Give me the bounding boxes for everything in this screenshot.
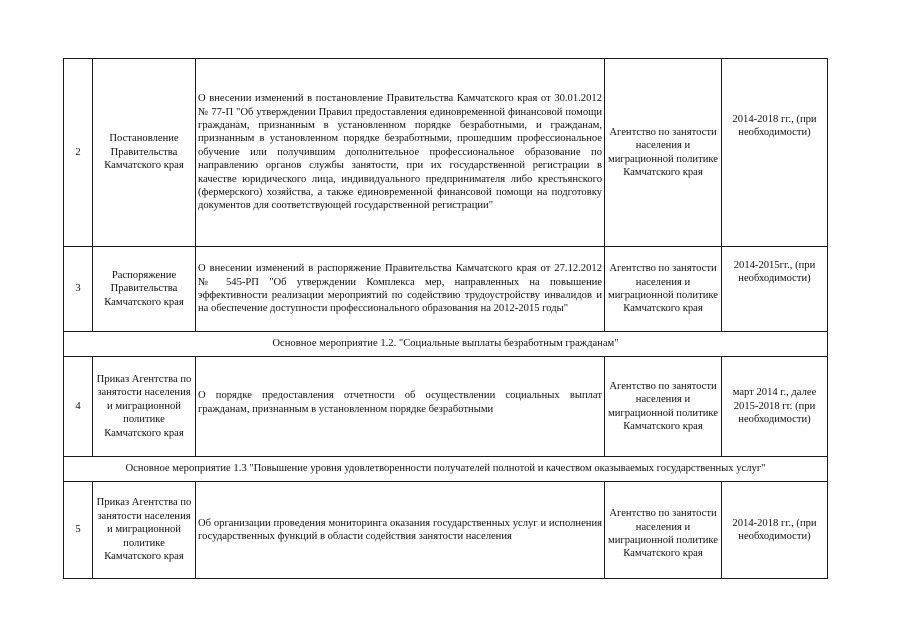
act-type: Распоряжение Правительства Камчатского края [93,247,196,332]
responsible-agency: Агентство по занятости населения и миграционной политике Камчатского края [605,357,722,457]
legal-acts-table [63,58,828,579]
act-type: Постановление Правительства Камчатского края [93,59,196,247]
implementation-term: 2014-2018 гг., (при необходимости) [722,482,828,579]
act-description-text: О порядке предоставления отчетности об осуществлении социальных выплат гражданам, признанным в установленном порядке безработными [198,390,602,415]
row-number: 2 [64,59,93,247]
responsible-agency-text: Агентство по занятости населения и миграционной политике Камчатского края [608,508,718,560]
row-number: 4 [64,357,93,457]
table-row [64,357,828,457]
act-description [196,357,605,457]
act-type: Приказ Агентства по занятости населения и миграционной политике Камчатского края [93,357,196,457]
act-type: Приказ Агентства по занятости населения и миграционной политике Камчатского края [93,482,196,579]
act-description: Об организации проведения мониторинга оказания государственных услуг и исполнения государственных функций в области содействия занятости населения [196,482,605,579]
section-heading: Основное мероприятие 1.2. "Социальные выплаты безработным гражданам" [64,332,828,357]
table-row [64,59,828,247]
table-row [64,247,828,332]
term-cell [722,59,828,247]
row-number: 3 [64,247,93,332]
section-heading: Основное мероприятие 1.3 "Повышение уровня удовлетворенности получателей полнотой и качеством оказываемых государственных услуг" [64,457,828,482]
row-number: 5 [64,482,93,579]
implementation-term: март 2014 г., далее 2015-2018 гг. (при необходимости) [722,357,828,457]
act-description: О внесении изменений в распоряжение Правительства Камчатского края от 27.12.2012 № 545-РП "Об утверждении Комплекса мер, направленных на повышение эффективности реализации мероприятий по содействию трудоустройству инвалидов и на обеспечение доступности профессионального образования на 2012-2015 годы" [196,247,605,332]
section-row [64,332,828,357]
act-description: О внесении изменений в постановление Правительства Камчатского края от 30.01.2012 № 77-П "Об утверждении Правил предоставления единовременной финансовой помощи гражданам, признанным в установленном порядке безработными, и гражданам, признанным в установленном порядке безработными, прошедшим профессиональное обучение или получившим дополнительное профессиональное образование по направлению органов службы занятости, при их государственной регистрации в качестве юридического лица, индивидуального предпринимателя либо крестьянского (фермерского) хозяйства, а также единовременной финансовой помощи на подготовку документов для соответствующей государственной регистрации" [196,59,605,247]
implementation-term: 2014-2018 гг., (при необходимости) [732,113,817,138]
table-row [64,482,828,579]
responsible-agency: Агентство по занятости населения и миграционной политике Камчатского края [605,247,722,332]
section-row [64,457,828,482]
responsible-agency: Агентство по занятости населения и миграционной политике Камчатского края [605,59,722,247]
responsible-agency [605,482,722,579]
implementation-term: 2014-2015гг., (при необходимости) [733,260,816,285]
term-cell [722,247,828,332]
